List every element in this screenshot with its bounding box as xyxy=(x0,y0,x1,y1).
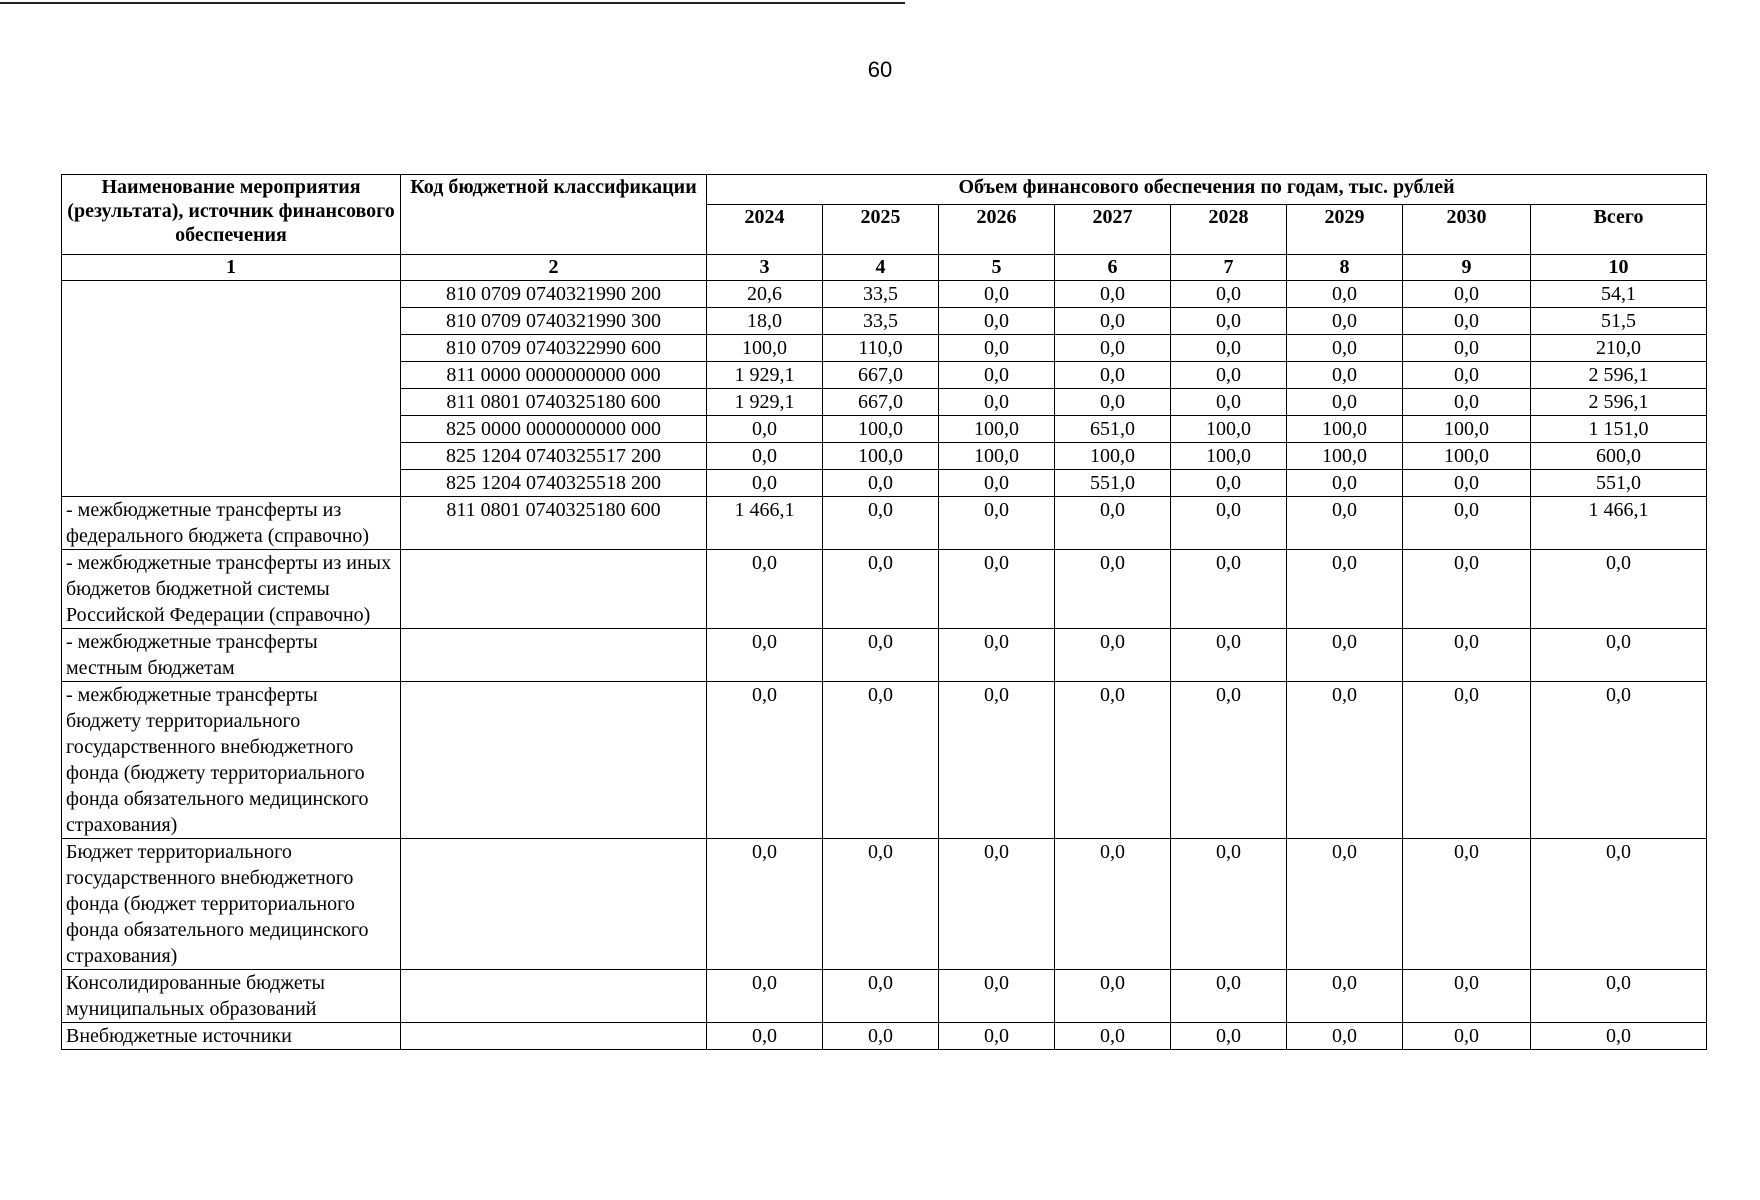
value-cell: 0,0 xyxy=(1171,335,1287,362)
total-cell: 0,0 xyxy=(1531,682,1707,839)
total-cell: 551,0 xyxy=(1531,470,1707,497)
header-volume-group: Объем финансового обеспечения по годам, тыс. рублей xyxy=(707,175,1707,205)
value-cell: 0,0 xyxy=(823,550,939,629)
value-cell: 0,0 xyxy=(1055,970,1171,1023)
value-cell: 0,0 xyxy=(823,470,939,497)
table-row xyxy=(62,497,1707,550)
total-cell: 0,0 xyxy=(1531,629,1707,682)
value-cell: 100,0 xyxy=(823,416,939,443)
value-cell: 0,0 xyxy=(1403,470,1531,497)
value-cell: 0,0 xyxy=(939,362,1055,389)
header-code-column: Код бюджетной классификации xyxy=(401,175,707,255)
value-cell: 0,0 xyxy=(707,839,823,970)
value-cell: 1 929,1 xyxy=(707,362,823,389)
value-cell: 0,0 xyxy=(1055,1023,1171,1050)
value-cell: 0,0 xyxy=(939,629,1055,682)
value-cell: 0,0 xyxy=(707,682,823,839)
value-cell: 100,0 xyxy=(939,416,1055,443)
value-cell: 0,0 xyxy=(1287,1023,1403,1050)
total-cell: 2 596,1 xyxy=(1531,362,1707,389)
value-cell: 0,0 xyxy=(939,335,1055,362)
value-cell: 0,0 xyxy=(1403,497,1531,550)
value-cell: 0,0 xyxy=(1055,839,1171,970)
code-cell xyxy=(401,1023,707,1050)
value-cell: 0,0 xyxy=(939,308,1055,335)
code-cell xyxy=(401,550,707,629)
column-number: 9 xyxy=(1403,255,1531,281)
table-row xyxy=(62,629,1707,682)
value-cell: 0,0 xyxy=(1171,550,1287,629)
value-cell: 651,0 xyxy=(1055,416,1171,443)
value-cell: 0,0 xyxy=(939,281,1055,308)
value-cell: 0,0 xyxy=(1171,362,1287,389)
name-cell: Внебюджетные источники xyxy=(62,1023,401,1050)
value-cell: 0,0 xyxy=(939,470,1055,497)
value-cell: 0,0 xyxy=(939,970,1055,1023)
value-cell: 0,0 xyxy=(939,389,1055,416)
value-cell: 0,0 xyxy=(707,416,823,443)
value-cell: 0,0 xyxy=(1403,682,1531,839)
value-cell: 0,0 xyxy=(939,550,1055,629)
value-cell: 551,0 xyxy=(1055,470,1171,497)
table-row xyxy=(62,970,1707,1023)
total-cell: 210,0 xyxy=(1531,335,1707,362)
value-cell: 0,0 xyxy=(1287,682,1403,839)
value-cell: 0,0 xyxy=(1403,362,1531,389)
value-cell: 0,0 xyxy=(1403,308,1531,335)
value-cell: 0,0 xyxy=(823,839,939,970)
code-cell xyxy=(401,839,707,970)
value-cell: 0,0 xyxy=(1055,550,1171,629)
value-cell: 0,0 xyxy=(1287,550,1403,629)
value-cell: 0,0 xyxy=(707,470,823,497)
value-cell: 100,0 xyxy=(707,335,823,362)
value-cell: 0,0 xyxy=(1171,682,1287,839)
value-cell: 0,0 xyxy=(1171,497,1287,550)
value-cell: 0,0 xyxy=(1055,497,1171,550)
header-year: 2029 xyxy=(1287,205,1403,255)
value-cell: 0,0 xyxy=(1403,629,1531,682)
value-cell: 0,0 xyxy=(1403,970,1531,1023)
total-cell: 0,0 xyxy=(1531,839,1707,970)
value-cell: 33,5 xyxy=(823,308,939,335)
value-cell: 0,0 xyxy=(1171,1023,1287,1050)
value-cell: 100,0 xyxy=(1171,443,1287,470)
value-cell: 0,0 xyxy=(1171,470,1287,497)
name-cell: - межбюджетные трансферты из федерального бюджета (справочно) xyxy=(62,497,401,550)
table-row xyxy=(62,682,1707,839)
value-cell: 0,0 xyxy=(1403,281,1531,308)
value-cell: 100,0 xyxy=(1403,443,1531,470)
value-cell: 0,0 xyxy=(1287,497,1403,550)
value-cell: 0,0 xyxy=(707,443,823,470)
value-cell: 100,0 xyxy=(1403,416,1531,443)
value-cell: 110,0 xyxy=(823,335,939,362)
total-cell: 600,0 xyxy=(1531,443,1707,470)
value-cell: 0,0 xyxy=(1287,335,1403,362)
value-cell: 0,0 xyxy=(1055,629,1171,682)
column-number: 3 xyxy=(707,255,823,281)
name-cell: - межбюджетные трансферты бюджету территориального государственного внебюджетного фонда (бюджету территориального фонда обязательного медицинского страхования) xyxy=(62,682,401,839)
value-cell: 100,0 xyxy=(939,443,1055,470)
code-cell: 825 1204 0740325517 200 xyxy=(401,443,707,470)
code-cell: 810 0709 0740321990 300 xyxy=(401,308,707,335)
column-number: 5 xyxy=(939,255,1055,281)
value-cell: 0,0 xyxy=(1171,308,1287,335)
value-cell: 0,0 xyxy=(1055,281,1171,308)
value-cell: 0,0 xyxy=(1287,362,1403,389)
total-cell: 0,0 xyxy=(1531,550,1707,629)
value-cell: 0,0 xyxy=(1055,682,1171,839)
value-cell: 0,0 xyxy=(707,629,823,682)
value-cell: 0,0 xyxy=(1403,1023,1531,1050)
code-cell: 825 0000 0000000000 000 xyxy=(401,416,707,443)
value-cell: 0,0 xyxy=(939,1023,1055,1050)
value-cell: 33,5 xyxy=(823,281,939,308)
code-cell: 811 0801 0740325180 600 xyxy=(401,389,707,416)
value-cell: 0,0 xyxy=(823,629,939,682)
table-row xyxy=(62,550,1707,629)
value-cell: 0,0 xyxy=(1403,839,1531,970)
value-cell: 0,0 xyxy=(1403,335,1531,362)
total-cell: 54,1 xyxy=(1531,281,1707,308)
header-year: 2030 xyxy=(1403,205,1531,255)
value-cell: 0,0 xyxy=(823,497,939,550)
value-cell: 0,0 xyxy=(707,1023,823,1050)
value-cell: 0,0 xyxy=(1171,629,1287,682)
total-cell: 0,0 xyxy=(1531,1023,1707,1050)
value-cell: 0,0 xyxy=(707,970,823,1023)
value-cell: 0,0 xyxy=(1287,308,1403,335)
code-cell: 811 0801 0740325180 600 xyxy=(401,497,707,550)
value-cell: 100,0 xyxy=(1287,443,1403,470)
value-cell: 0,0 xyxy=(1287,629,1403,682)
value-cell: 0,0 xyxy=(823,682,939,839)
value-cell: 667,0 xyxy=(823,362,939,389)
value-cell: 0,0 xyxy=(1055,389,1171,416)
code-cell: 810 0709 0740322990 600 xyxy=(401,335,707,362)
code-cell xyxy=(401,629,707,682)
value-cell: 100,0 xyxy=(1171,416,1287,443)
code-cell: 810 0709 0740321990 200 xyxy=(401,281,707,308)
table-row xyxy=(62,839,1707,970)
table-header xyxy=(62,175,1707,281)
value-cell: 0,0 xyxy=(1171,389,1287,416)
name-cell: - межбюджетные трансферты местным бюджетам xyxy=(62,629,401,682)
value-cell: 0,0 xyxy=(1287,281,1403,308)
code-cell: 811 0000 0000000000 000 xyxy=(401,362,707,389)
value-cell: 667,0 xyxy=(823,389,939,416)
value-cell: 20,6 xyxy=(707,281,823,308)
value-cell: 0,0 xyxy=(939,839,1055,970)
page-number: 60 xyxy=(867,57,893,82)
column-number: 10 xyxy=(1531,255,1707,281)
column-number: 2 xyxy=(401,255,707,281)
value-cell: 0,0 xyxy=(1171,839,1287,970)
value-cell: 0,0 xyxy=(1287,839,1403,970)
name-cell: - межбюджетные трансферты из иных бюджетов бюджетной системы Российской Федерации (справочно) xyxy=(62,550,401,629)
table-body xyxy=(62,281,1707,1050)
table-row xyxy=(62,1023,1707,1050)
value-cell: 100,0 xyxy=(1055,443,1171,470)
value-cell: 0,0 xyxy=(939,497,1055,550)
value-cell: 0,0 xyxy=(939,682,1055,839)
value-cell: 0,0 xyxy=(1055,335,1171,362)
value-cell: 0,0 xyxy=(1171,970,1287,1023)
header-year: 2028 xyxy=(1171,205,1287,255)
total-cell: 2 596,1 xyxy=(1531,389,1707,416)
column-number: 4 xyxy=(823,255,939,281)
value-cell: 0,0 xyxy=(1055,362,1171,389)
column-number: 7 xyxy=(1171,255,1287,281)
value-cell: 0,0 xyxy=(823,970,939,1023)
value-cell: 1 929,1 xyxy=(707,389,823,416)
total-cell: 0,0 xyxy=(1531,970,1707,1023)
total-cell: 1 466,1 xyxy=(1531,497,1707,550)
code-cell: 825 1204 0740325518 200 xyxy=(401,470,707,497)
name-cell: Бюджет территориального государственного внебюджетного фонда (бюджет территориального фонда обязательного медицинского страхования) xyxy=(62,839,401,970)
total-cell: 1 151,0 xyxy=(1531,416,1707,443)
value-cell: 0,0 xyxy=(823,1023,939,1050)
value-cell: 18,0 xyxy=(707,308,823,335)
value-cell: 1 466,1 xyxy=(707,497,823,550)
value-cell: 0,0 xyxy=(1287,970,1403,1023)
column-number: 6 xyxy=(1055,255,1171,281)
header-year: 2027 xyxy=(1055,205,1171,255)
name-cell-empty xyxy=(62,281,401,497)
value-cell: 0,0 xyxy=(1171,281,1287,308)
total-cell: 51,5 xyxy=(1531,308,1707,335)
code-cell xyxy=(401,970,707,1023)
table-row xyxy=(62,281,1707,308)
column-number: 8 xyxy=(1287,255,1403,281)
header-name-column: Наименование мероприятия (результата), источник финансового обеспечения xyxy=(62,175,401,255)
top-rule xyxy=(0,2,905,4)
value-cell: 0,0 xyxy=(707,550,823,629)
code-cell xyxy=(401,682,707,839)
value-cell: 100,0 xyxy=(1287,416,1403,443)
column-number: 1 xyxy=(62,255,401,281)
budget-table xyxy=(61,174,1707,1050)
header-year: 2024 xyxy=(707,205,823,255)
name-cell: Консолидированные бюджеты муниципальных образований xyxy=(62,970,401,1023)
value-cell: 0,0 xyxy=(1403,389,1531,416)
header-year: 2025 xyxy=(823,205,939,255)
value-cell: 0,0 xyxy=(1055,308,1171,335)
value-cell: 0,0 xyxy=(1287,389,1403,416)
header-total: Всего xyxy=(1531,205,1707,255)
header-year: 2026 xyxy=(939,205,1055,255)
value-cell: 0,0 xyxy=(1403,550,1531,629)
value-cell: 0,0 xyxy=(1287,470,1403,497)
value-cell: 100,0 xyxy=(823,443,939,470)
